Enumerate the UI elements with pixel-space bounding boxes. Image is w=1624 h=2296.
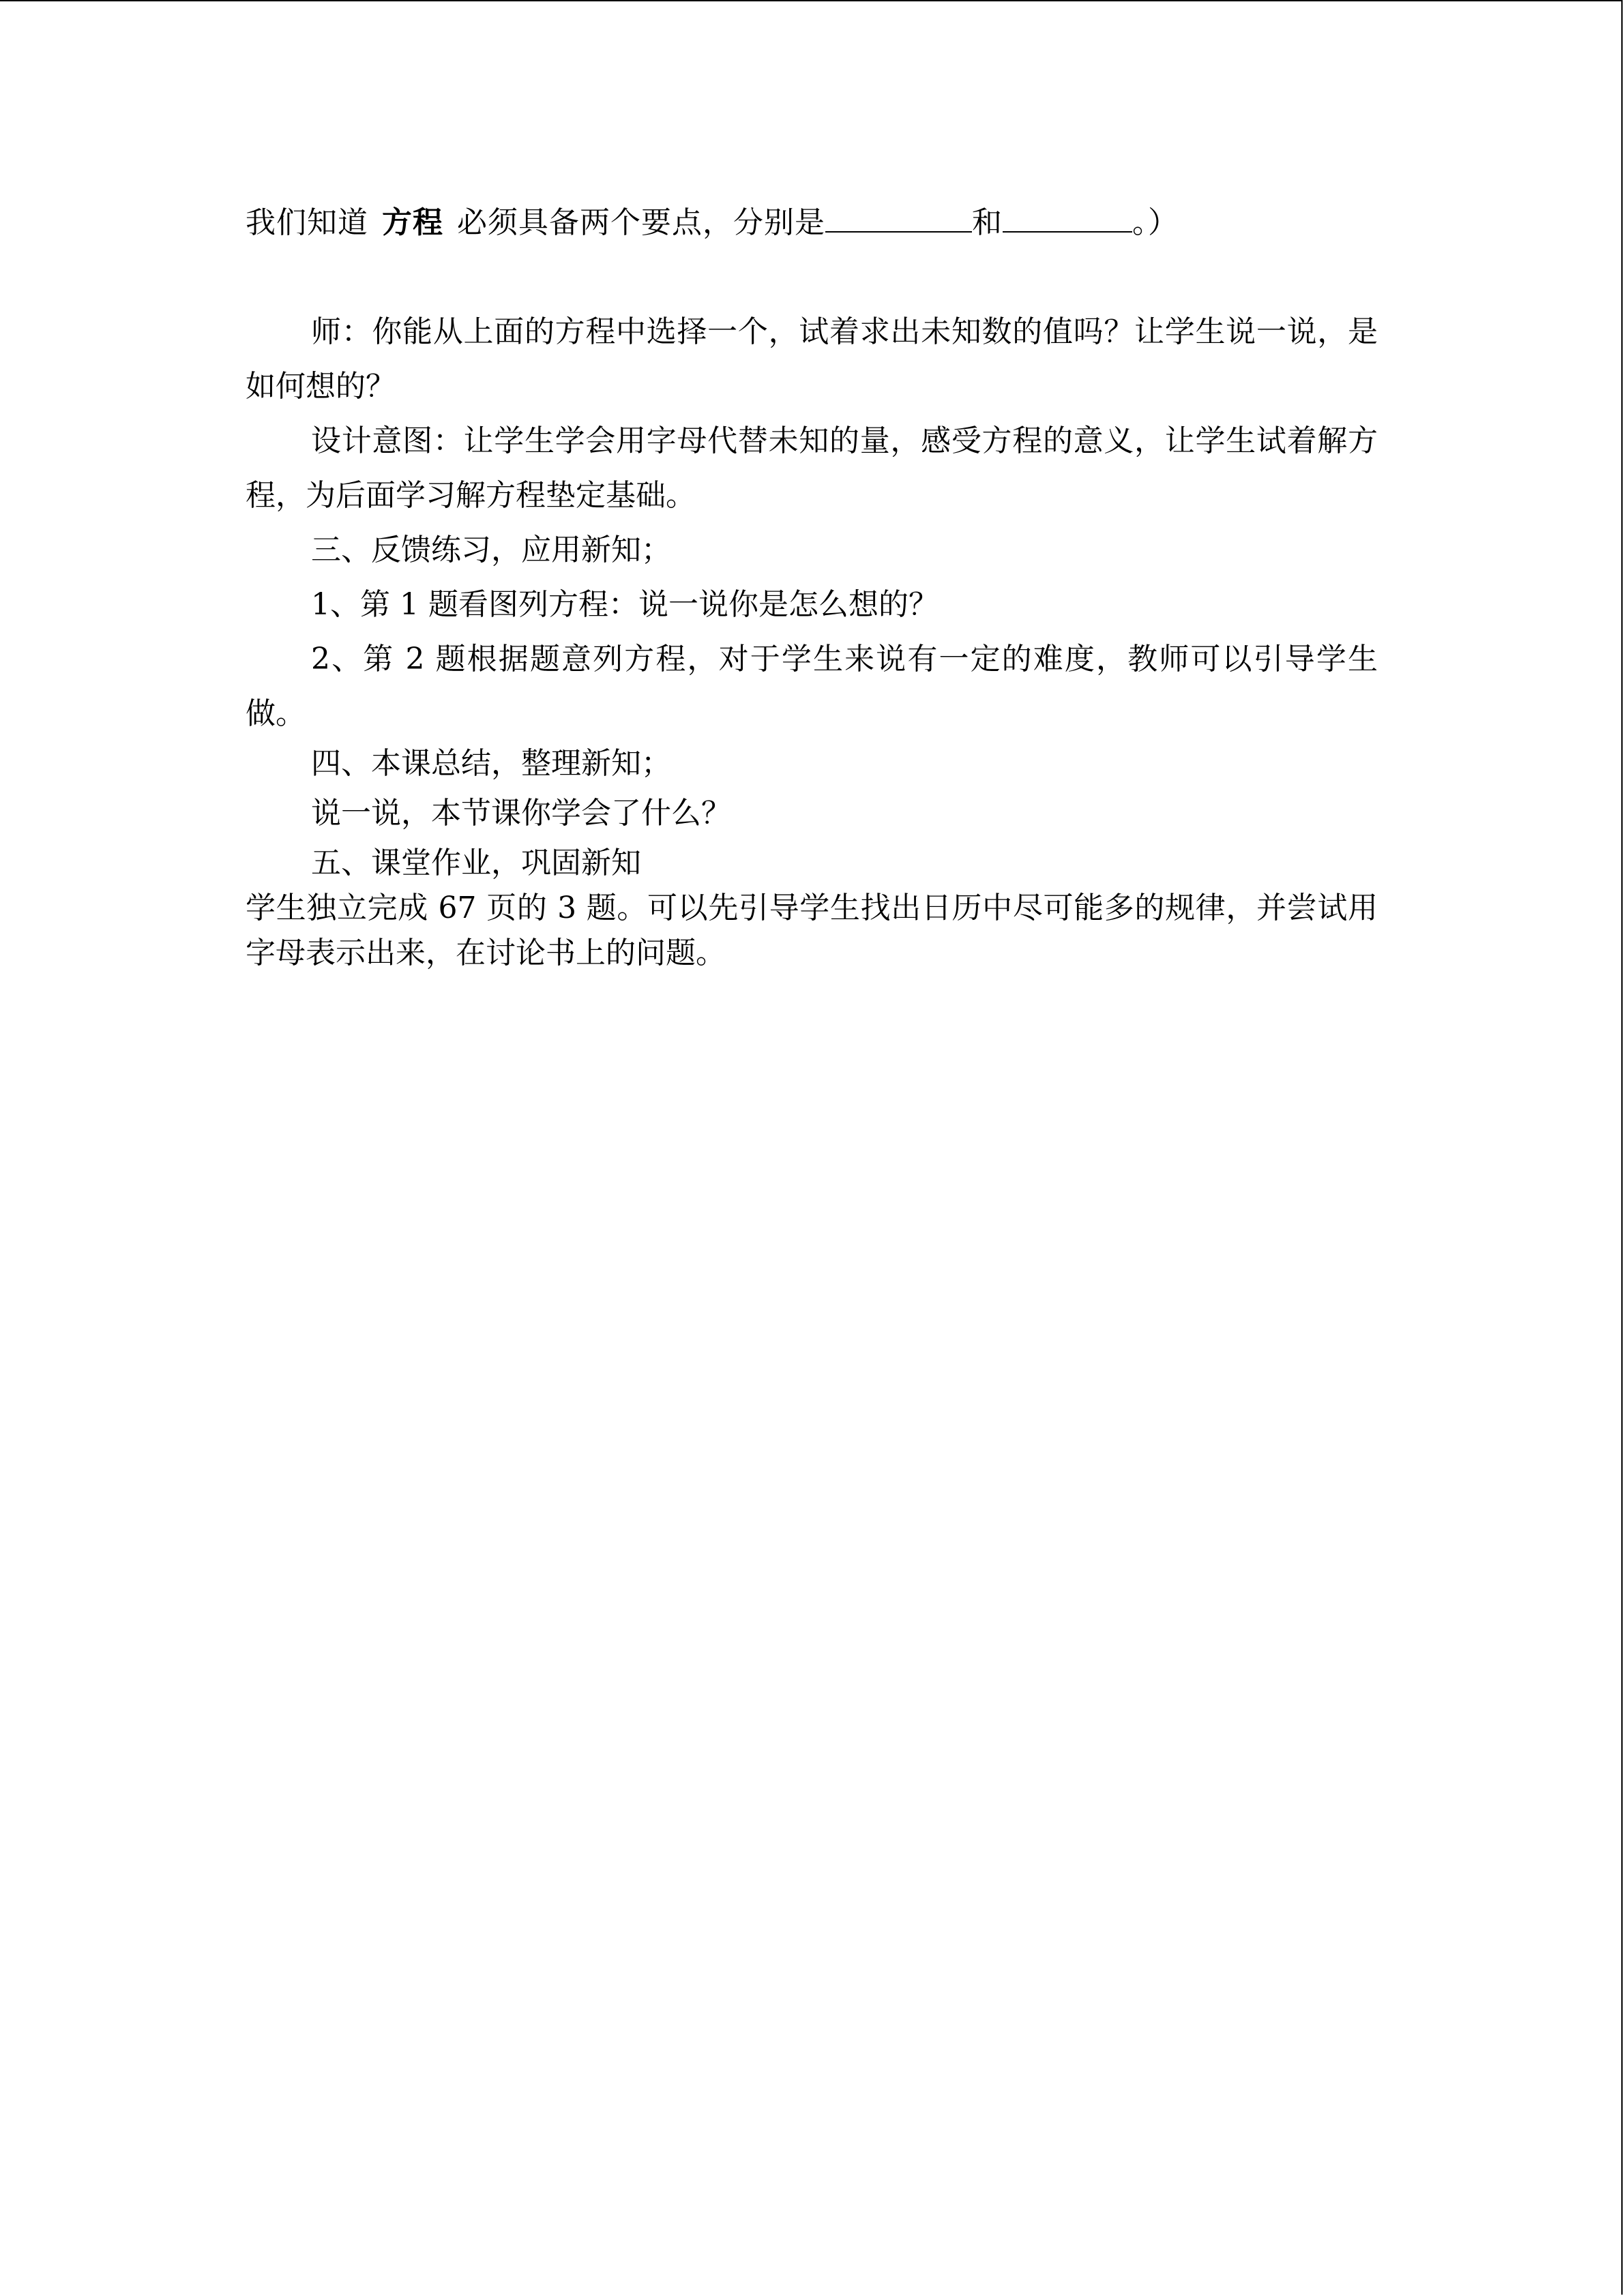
- section-heading-feedback: 三、反馈练习，应用新知；: [311, 533, 671, 567]
- spacer: [246, 250, 1378, 305]
- document-body: [246, 196, 1378, 976]
- section-heading-homework: 五、课堂作业，巩固新知: [311, 846, 641, 880]
- paragraph-teacher-question: 师：你能从上面的方程中选择一个，试着求出未知数的值吗？让学生说一说，是如何想的？: [246, 314, 1378, 404]
- sentence-middle: 必须具备两个要点，分别是: [457, 205, 825, 240]
- paragraph-exercise-1: 1、第 1 题看图列方程：说一说你是怎么想的？: [311, 587, 939, 622]
- paragraph-summary-question: 说一说，本节课你学会了什么？: [311, 796, 731, 831]
- answer-blank-2: [1003, 205, 1132, 233]
- paragraph-exercise-2: 2、第 2 题根据题意列方程，对于学生来说有一定的难度，教师可以引导学生做。: [246, 642, 1378, 731]
- paragraph-homework: 学生独立完成 67 页的 3 题。可以先引导学生找出日历中尽可能多的规律，并尝试用字母表示出来，在讨论书上的问题。: [246, 891, 1378, 970]
- bold-term: 方程: [382, 205, 443, 240]
- section-heading-summary: 四、本课总结，整理新知；: [311, 746, 671, 781]
- fill-in-sentence: [246, 196, 1378, 250]
- sentence-conjunction: 和: [972, 205, 1003, 240]
- paragraph-design-intent: 设计意图：让学生学会用字母代替未知的量，感受方程的意义，让学生试着解方程，为后面学习解方程垫定基础。: [246, 423, 1378, 513]
- sentence-start: 我们知道: [246, 205, 368, 240]
- answer-blank-1: [825, 205, 972, 233]
- sentence-ending: 。）: [1132, 205, 1179, 240]
